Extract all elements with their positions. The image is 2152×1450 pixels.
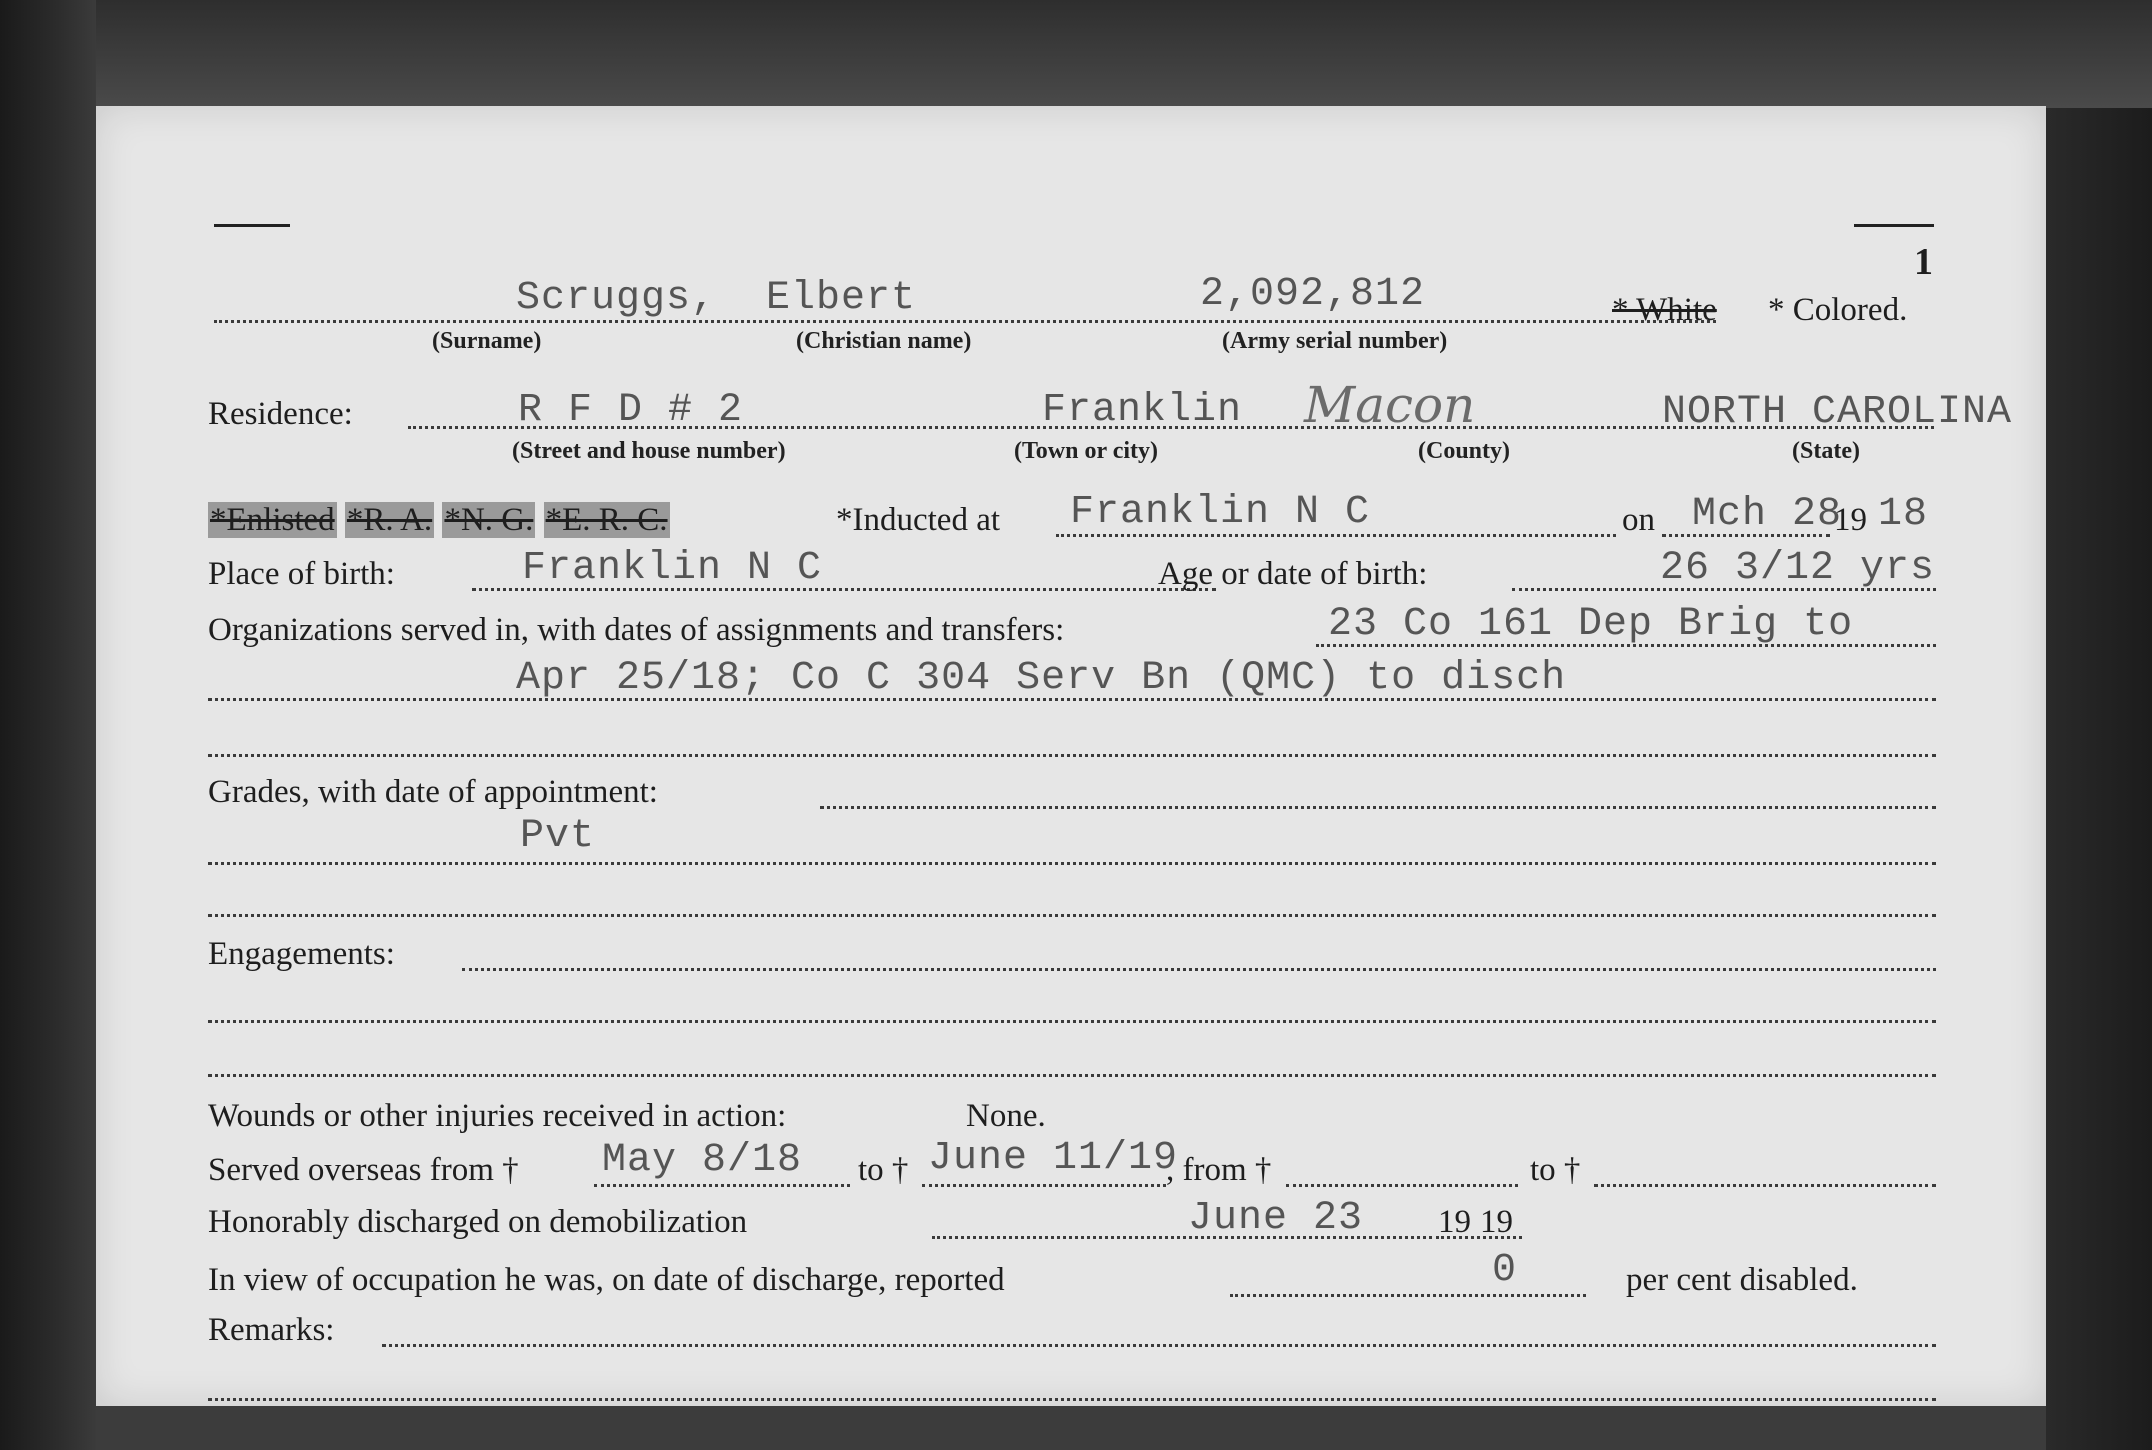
race-white: * White [1612,292,1717,328]
caption-county: (County) [1418,438,1511,464]
year-suffix: 18 [1878,492,1929,537]
county-value: Macon [1304,376,1476,434]
discharge-label: Honorably discharged on demobilization [208,1204,748,1240]
grades-label: Grades, with date of appointment: [208,774,658,810]
overseas-to-value: June 11/19 [928,1136,1179,1181]
organizations-line-3 [208,754,1936,757]
serial-number-value: 2,092,812 [1200,272,1426,317]
discharge-date-value: June 23 [1188,1196,1364,1241]
overseas-label: Served overseas from † [208,1152,519,1188]
scanner-frame-top [96,0,2152,108]
scanner-frame-right [2046,108,2152,1450]
engagements-line-1 [462,968,1936,971]
year-prefix: 19 [1834,502,1867,538]
wounds-label: Wounds or other injuries received in action: [208,1098,787,1134]
service-record-card [96,106,2046,1406]
on-label: on [1622,502,1655,538]
grades-line-1 [820,806,1936,809]
birth-place-label: Place of birth: [208,556,395,592]
ra-option: *R. A. [346,502,433,538]
christian-name-value: Elbert [766,276,917,321]
street-value: R F D # 2 [518,388,744,433]
engagements-label: Engagements: [208,936,395,972]
grades-line-2 [208,862,1936,865]
grades-line-3 [208,914,1936,917]
surname-value: Scruggs, [516,276,717,321]
caption-town: (Town or city) [1014,438,1158,464]
overseas-to2-line [1594,1184,1936,1187]
organizations-label: Organizations served in, with dates of assignments and transfers: [208,612,1065,648]
grade-value: Pvt [520,814,596,859]
remarks-line-1 [382,1344,1936,1347]
caption-christian-name: (Christian name) [796,328,972,354]
top-left-rule [214,224,290,227]
inducted-at-value: Franklin N C [1070,490,1371,535]
discharge-year-prefix: 19 [1438,1204,1471,1240]
age-label: Age or date of birth: [1158,556,1428,592]
caption-surname: (Surname) [432,328,542,354]
disability-value: 0 [1492,1248,1518,1293]
discharge-year-suffix: 19 [1480,1204,1513,1240]
caption-street: (Street and house number) [512,438,786,464]
scanner-frame-bottom [96,1406,2046,1450]
overseas-to-line [922,1184,1166,1187]
overseas-from2-line [1286,1184,1518,1187]
enlisted-option: *Enlisted [210,502,335,538]
engagements-line-3 [208,1074,1936,1077]
race-colored: * Colored. [1768,292,1908,328]
overseas-to2-label: to † [1530,1152,1581,1188]
name-line [214,320,1716,323]
enlistment-options [208,502,670,539]
organizations-value-2: Apr 25/18; Co C 304 Serv Bn (QMC) to disch [516,656,1567,701]
engagements-line-2 [208,1020,1936,1023]
town-value: Franklin [1042,388,1243,433]
remarks-line-2 [208,1398,1936,1401]
birth-place-value: Franklin N C [522,546,823,591]
disability-suffix: per cent disabled. [1626,1262,1858,1298]
top-right-rule [1854,224,1934,227]
overseas-from2-label: , from † [1166,1152,1272,1188]
overseas-to-label: to † [858,1152,909,1188]
wounds-value: None. [966,1098,1046,1134]
erc-option: *E. R. C. [545,502,668,538]
ng-option: *N. G. [444,502,534,538]
overseas-from-value: May 8/18 [602,1138,803,1183]
disability-label: In view of occupation he was, on date of discharge, reported [208,1262,1005,1298]
remarks-label: Remarks: [208,1312,335,1348]
inducted-on-value: Mch 28 [1692,492,1843,537]
overseas-from-line [594,1184,850,1187]
caption-state: (State) [1792,438,1860,464]
discharge-year-line [1436,1236,1522,1239]
disability-line [1230,1294,1586,1297]
card-number: 1 [1914,241,1933,283]
age-value: 26 3/12 yrs [1660,546,1936,591]
inducted-label: *Inducted at [836,502,1001,538]
organizations-value-1: 23 Co 161 Dep Brig to [1328,602,1854,647]
residence-label: Residence: [208,396,353,432]
caption-serial-number: (Army serial number) [1222,328,1448,354]
state-value: NORTH CAROLINA [1662,390,2013,435]
scanner-frame-left [0,0,96,1450]
